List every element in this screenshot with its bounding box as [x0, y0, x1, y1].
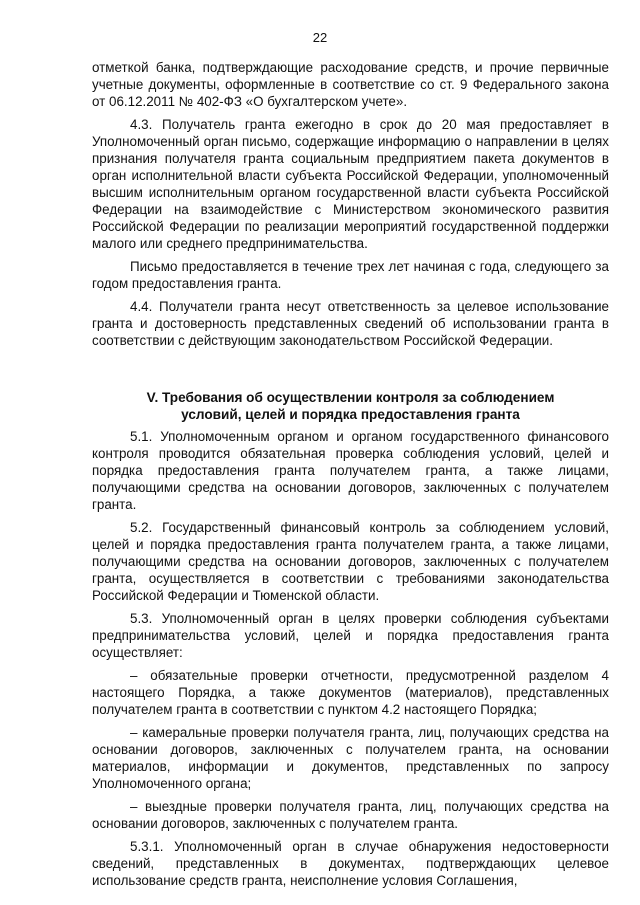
list-item-field-checks: – выездные проверки получателя гранта, лиц, получающих средства на основании договоров, заключенных с получателем гранта.	[92, 799, 609, 831]
section-heading-line2: условий, целей и порядка предоставления гранта	[181, 407, 520, 422]
paragraph-4-3: 4.3. Получатель гранта ежегодно в срок до 20 мая предоставляет в Уполномоченный орган письмо, содержащие информацию о направлении в целях признания получателя гранта социальным предприятием пакета документов в орган исполнительной власти субъекта Российской Федерации, уполномоченный высшим исполнительным органом государственной власти субъекта Российской Федерации на взаимодействие с Министерством экономического развития Российской Федерации по реализации мероприятий государственной поддержки малого или среднего предпринимательства.	[92, 117, 609, 251]
page-number: 22	[312, 30, 328, 45]
paragraph-4-4: 4.4. Получатели гранта несут ответственность за целевое использование гранта и достоверность представленных сведений об использовании гранта в соответствии с действующим законодательством Российской Федерации.	[92, 299, 609, 348]
document-body	[92, 59, 609, 895]
paragraph-continuation: отметкой банка, подтверждающие расходование средств, и прочие первичные учетные документы, оформленные в соответствие со ст. 9 Федерального закона от 06.12.2011 № 402-ФЗ «О бухгалтерском учете».	[92, 60, 609, 109]
list-item-desk-checks: – камеральные проверки получателя гранта, лиц, получающих средства на основании договоров, заключенных с получателем гранта, на основании материалов, информации и документов, представленных по запросу Уполномоченного органа;	[92, 725, 609, 791]
paragraph-5-2: 5.2. Государственный финансовый контроль за соблюдением условий, целей и порядка предоставления гранта получателем гранта, а также лицами, получающими средства на основании договоров, заключенных с получателем гранта, осуществляется в соответствии с требованиями законодательства Российской Федерации и Тюменской области.	[92, 520, 609, 603]
section-heading	[92, 389, 609, 423]
paragraph-5-3-1: 5.3.1. Уполномоченный орган в случае обнаружения недостоверности сведений, представленных в документах, подтверждающих целевое использование средств гранта, неисполнение условия Соглашения,	[92, 839, 609, 888]
paragraph-5-3: 5.3. Уполномоченный орган в целях проверки соблюдения субъектами предпринимательства условий, целей и порядка предоставления гранта осуществляет:	[92, 611, 609, 660]
paragraph-letter-term: Письмо предоставляется в течение трех лет начиная с года, следующего за годом предоставления гранта.	[92, 259, 609, 291]
paragraph-5-1: 5.1. Уполномоченным органом и органом государственного финансового контроля проводится обязательная проверка соблюдения условий, целей и порядка предоставления гранта получателем гранта, а также лицами, получающими средства на основании договоров, заключенных с получателем гранта.	[92, 429, 609, 512]
list-item-mandatory-checks: – обязательные проверки отчетности, предусмотренной разделом 4 настоящего Порядка, а также документов (материалов), представленных получателем гранта в соответствии с пунктом 4.2 настоящего Порядка;	[92, 668, 609, 717]
section-heading-line1: V. Требования об осуществлении контроля за соблюдением	[146, 390, 555, 405]
